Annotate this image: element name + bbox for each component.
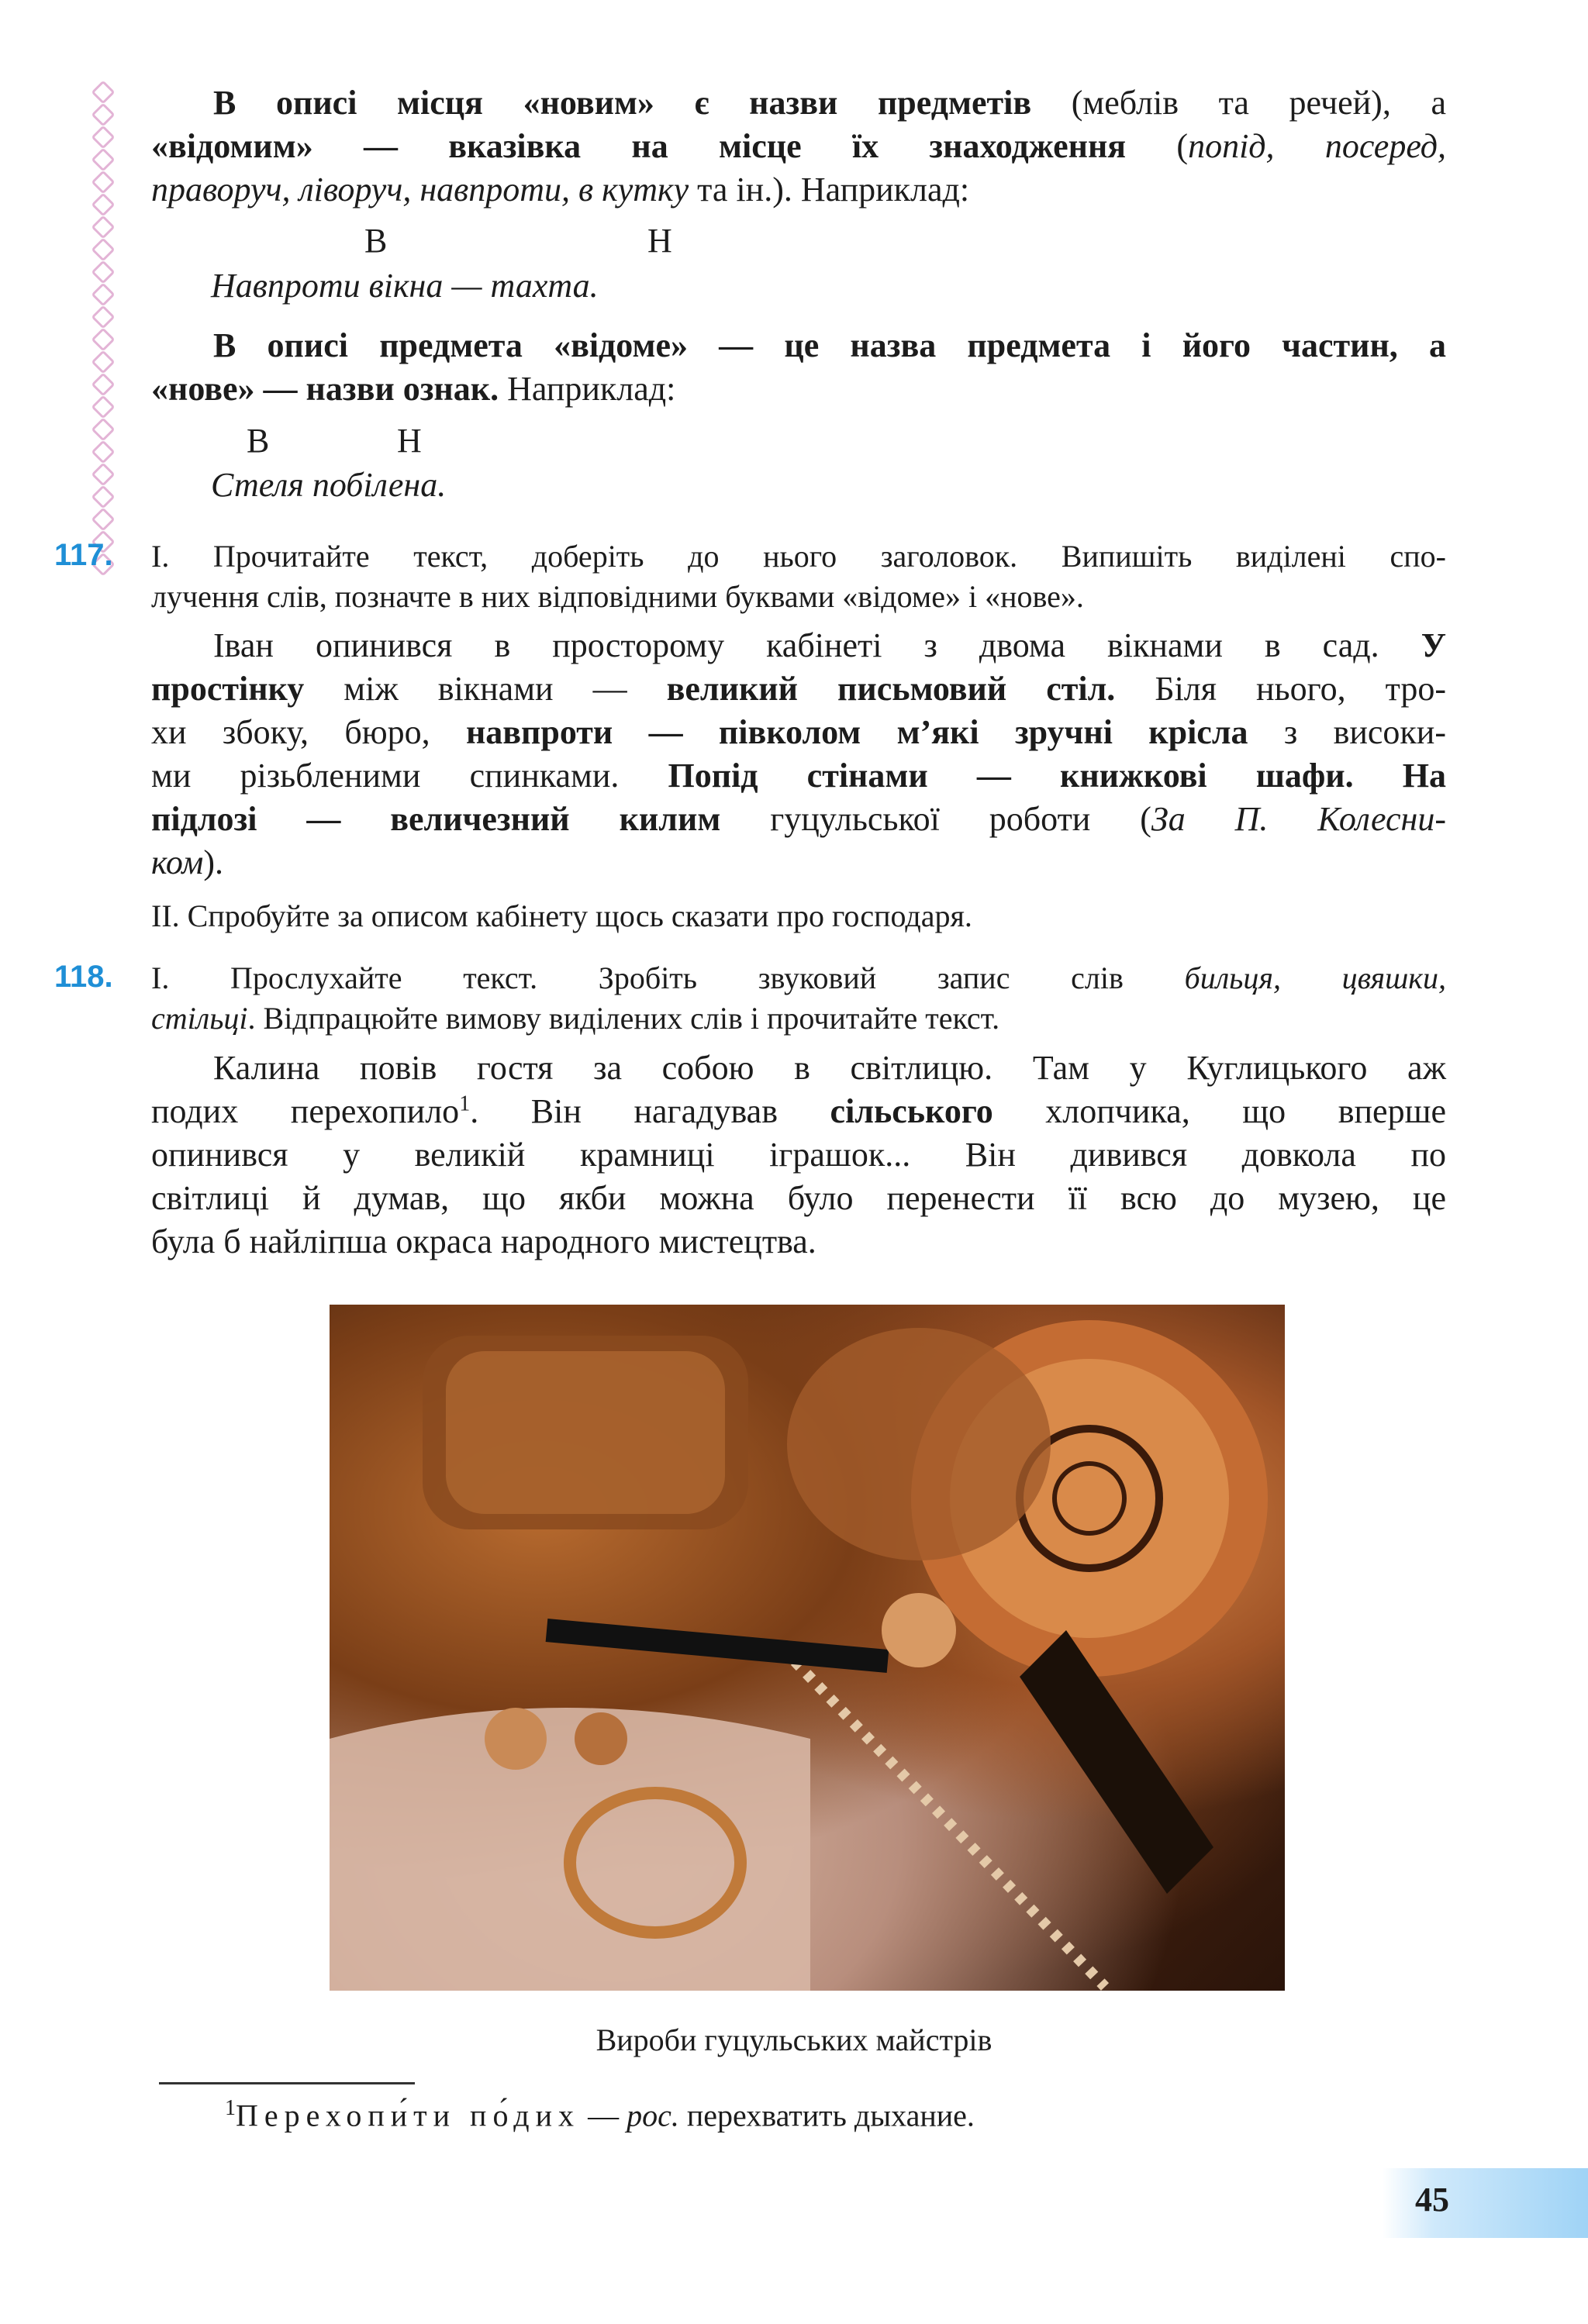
exercise-117-text: Іван опинився в просторому кабінеті з двома вікнами в сад. У простінку між вікнами — великий письмовий стіл. Біля нього, тро- хи збоку, бюро, навпроти — півколом м’які зручні крісла з високи- ми різьбленими спинками. Попід стінами — книжкові шафи. На підлозі — величезний килим гуцульської роботи (За П. Колесни- ком). xyxy=(151,626,1447,881)
theory-paragraph-object: В описі предмета «відоме» — це назва предмета і його частин, а «нове» — назви ознак. Наприклад: xyxy=(151,326,1446,408)
hutsul-crafts-photo xyxy=(330,1305,1285,1991)
exercise-118-number: 118. xyxy=(54,960,113,994)
theory-paragraph-place: В описі місця «новим» є назви предметів (меблів та речей), а «відомим» — вказівка на місце їх знаходження (попід, посеред, праворуч, ліворуч, навпроти, в кутку та ін.). Наприклад: xyxy=(151,84,1447,209)
example2-known-mark: В xyxy=(247,422,270,460)
margin-rule-decoration xyxy=(91,84,115,495)
exercise-118-task: I. Прослухайте текст. Зробіть звуковий запис слів бильця, цвяшки, стільці. Відпрацюйте вимову виділених слів і прочитайте текст. xyxy=(151,960,1446,1036)
footnote-ref: 1 xyxy=(459,1091,471,1116)
exercise-117-task: I. Прочитайте текст, доберіть до нього заголовок. Випишіть виділені спо- лучення слів, позначте в них відповідними буквами «відоме» і «нове». xyxy=(151,539,1446,614)
page-number: 45 xyxy=(1415,2181,1449,2219)
figure-caption: Вироби гуцульських майстрів xyxy=(596,2022,992,2057)
footnote: $^1$Перехопи́ти по́дих — рос. перехватить дыхание. xyxy=(225,2096,975,2133)
exercise-117-task-2: II. Спробуйте за описом кабінету щось сказати про господаря. xyxy=(151,898,972,933)
example1-sentence: Навпроти вікна — тахта. xyxy=(211,267,599,305)
example1-known-mark: В xyxy=(364,222,388,260)
page-number-tab xyxy=(1383,2168,1588,2238)
example1-new-mark: Н xyxy=(647,222,672,260)
exercise-118-text: Калина повів гостя за собою в світлицю. Там у Куглицького аж подих перехопило$^1$. Він нагадував сільського хлопчика, що вперше опинився у великій крамниці іграшок... Він дивився довкола по світлиці й думав, що якби можна було перенести її всю до музею, це була б найліпша окраса народного мистецтва. xyxy=(151,1049,1446,1260)
exercise-117-number: 117. xyxy=(54,538,113,572)
example2-new-mark: Н xyxy=(397,422,422,460)
footnote-separator xyxy=(159,2082,415,2084)
example2-sentence: Стеля побілена. xyxy=(211,466,447,504)
